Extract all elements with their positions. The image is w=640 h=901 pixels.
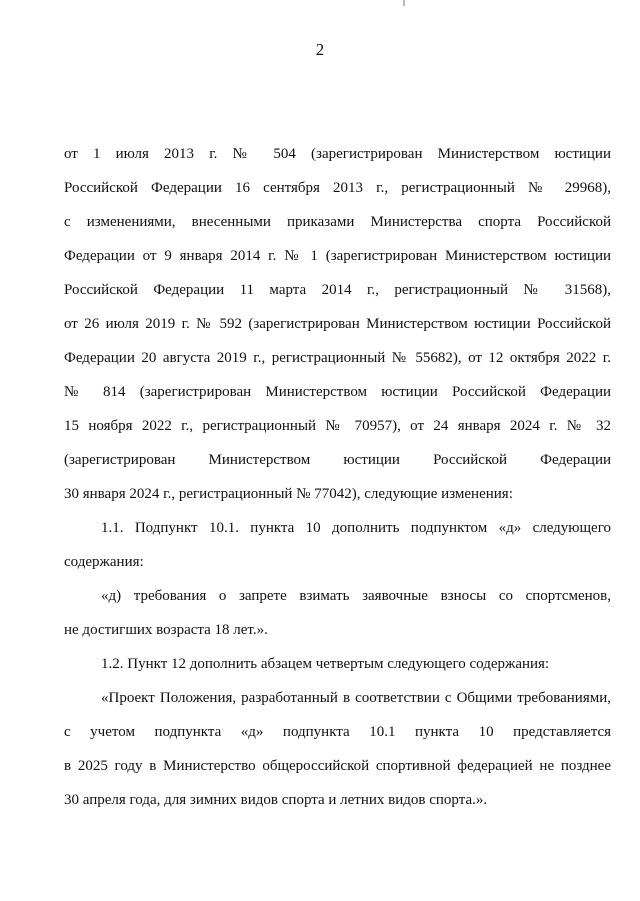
text-line: от 1 июля 2013 г. № 504 (зарегистрирован Министерством юстиции bbox=[64, 146, 611, 162]
page-number: 2 bbox=[315, 40, 325, 59]
text-line: № 814 (зарегистрирован Министерством юстиции Российской Федерации bbox=[64, 384, 611, 400]
text-line: 30 апреля года, для зимних видов спорта и летних видов спорта.». bbox=[64, 792, 488, 808]
text-line: с учетом подпункта «д» подпункта 10.1 пункта 10 представляется bbox=[64, 724, 611, 740]
document-body bbox=[64, 137, 611, 817]
clause-1-2: 1.2. Пункт 12 дополнить абзацем четвертым следующего содержания: bbox=[101, 656, 550, 672]
text-line: Российской Федерации 11 марта 2014 г., регистрационный № 31568), bbox=[64, 282, 611, 298]
clause-1-1: 1.1. Подпункт 10.1. пункта 10 дополнить подпунктом «д» следующего bbox=[101, 520, 611, 536]
text-line: Российской Федерации 16 сентября 2013 г., регистрационный № 29968), bbox=[64, 180, 611, 196]
quoted-paragraph: «Проект Положения, разработанный в соответствии с Общими требованиями, bbox=[101, 690, 611, 706]
text-line: не достигших возраста 18 лет.». bbox=[64, 622, 268, 638]
text-line: в 2025 году в Министерство общероссийской спортивной федерацией не позднее bbox=[64, 758, 611, 774]
text-line: содержания: bbox=[64, 554, 144, 570]
text-line: Федерации от 9 января 2014 г. № 1 (зарегистрирован Министерством юстиции bbox=[64, 248, 611, 264]
text-line: от 26 июля 2019 г. № 592 (зарегистрирован Министерством юстиции Российской bbox=[64, 316, 611, 332]
text-line: Федерации 20 августа 2019 г., регистрационный № 55682), от 12 октября 2022 г. bbox=[64, 350, 611, 366]
text-line: (зарегистрирован Министерством юстиции Российской Федерации bbox=[64, 452, 611, 468]
text-line: 30 января 2024 г., регистрационный № 77042), следующие изменения: bbox=[64, 486, 513, 502]
quoted-subclause-d: «д) требования о запрете взимать заявочные взносы со спортсменов, bbox=[101, 588, 611, 604]
text-line: 15 ноября 2022 г., регистрационный № 70957), от 24 января 2024 г. № 32 bbox=[64, 418, 611, 434]
scan-artifact bbox=[403, 0, 405, 6]
text-line: с изменениями, внесенными приказами Министерства спорта Российской bbox=[64, 214, 611, 230]
